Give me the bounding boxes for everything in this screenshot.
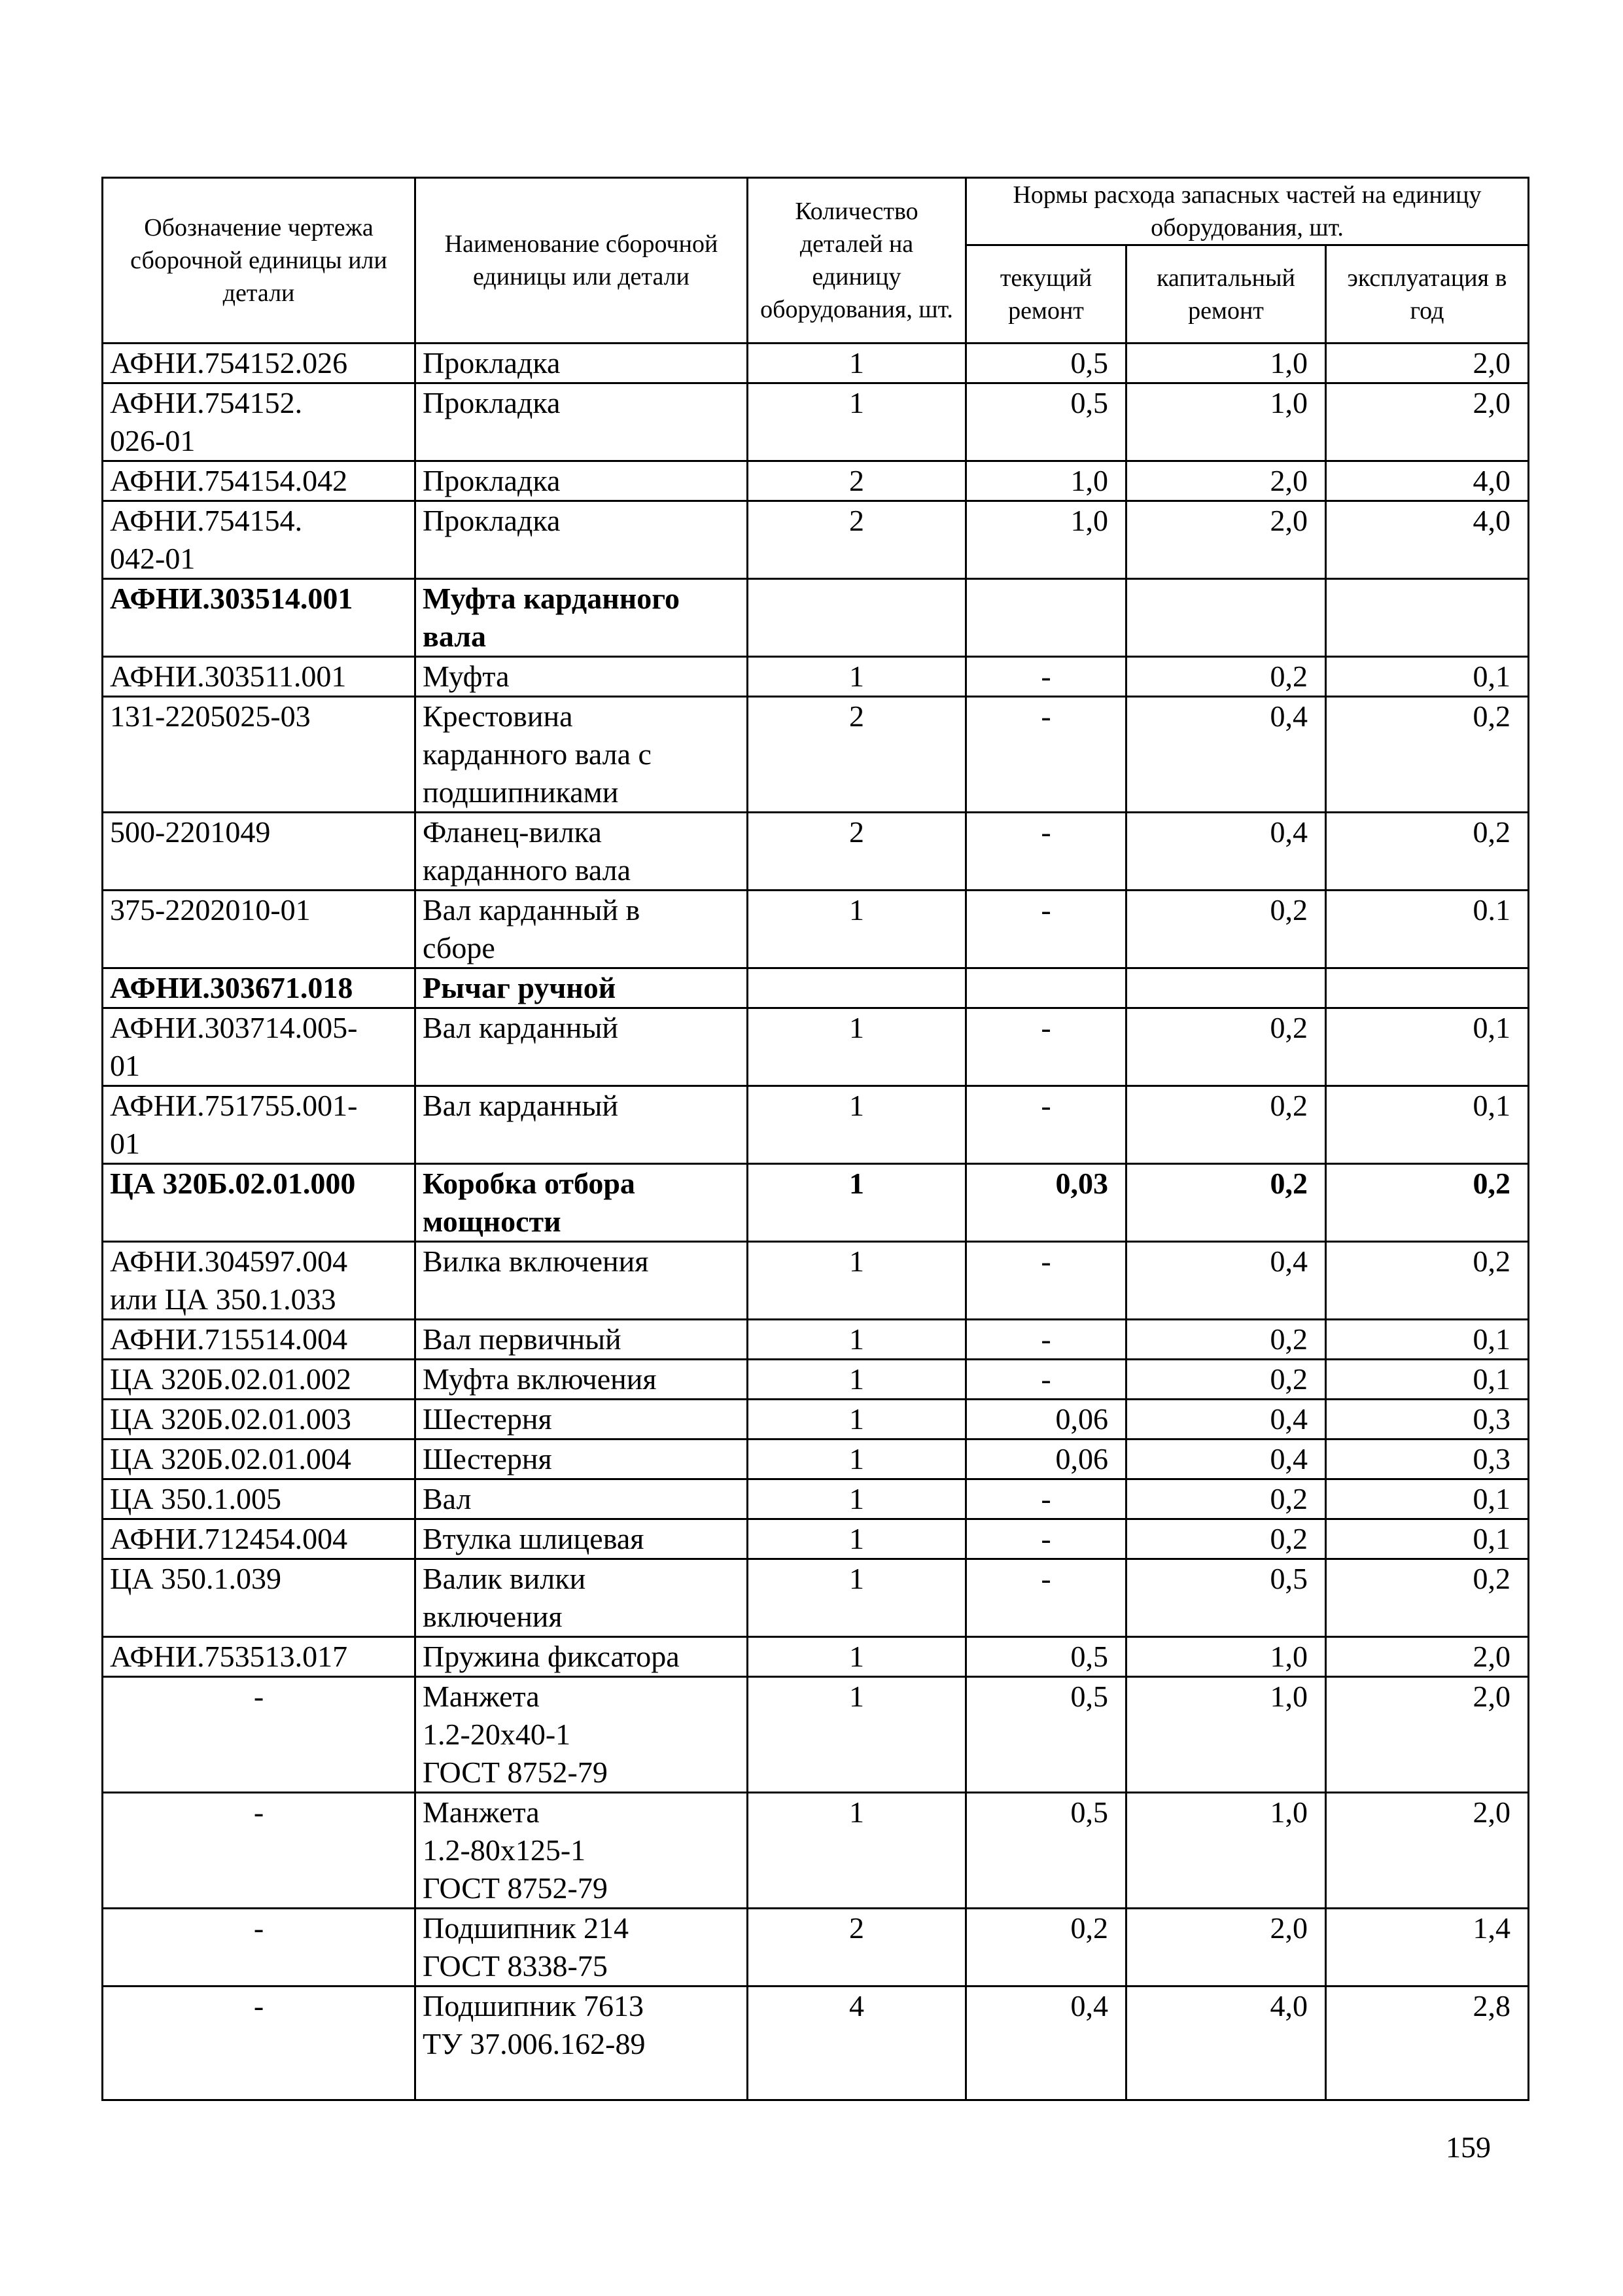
cell-drawing-code: ЦА 320Б.02.01.004 bbox=[103, 1439, 415, 1479]
cell-drawing-code: - bbox=[103, 1793, 415, 1909]
cell-drawing-code: 500-2201049 bbox=[103, 813, 415, 891]
cell-drawing-code: ЦА 320Б.02.01.003 bbox=[103, 1400, 415, 1439]
cell-name: Подшипник 214 ГОСТ 8338-75 bbox=[415, 1909, 748, 1987]
spare-parts-table bbox=[101, 177, 1529, 2101]
cell-quantity: 1 bbox=[748, 1479, 966, 1519]
cell-operation: 0,1 bbox=[1326, 1320, 1529, 1360]
cell-drawing-code: АФНИ.754152. 026-01 bbox=[103, 383, 415, 461]
cell-operation: 0,1 bbox=[1326, 1086, 1529, 1164]
cell-operation: 0,3 bbox=[1326, 1439, 1529, 1479]
cell-capital: 1,0 bbox=[1126, 344, 1326, 383]
table-row bbox=[103, 501, 1529, 579]
cell-quantity bbox=[748, 579, 966, 657]
cell-quantity: 1 bbox=[748, 344, 966, 383]
cell-drawing-code: АФНИ.754152.026 bbox=[103, 344, 415, 383]
cell-drawing-code: ЦА 320Б.02.01.002 bbox=[103, 1360, 415, 1400]
cell-capital: 1,0 bbox=[1126, 1793, 1326, 1909]
cell-capital: 1,0 bbox=[1126, 1677, 1326, 1793]
cell-quantity: 1 bbox=[748, 1793, 966, 1909]
cell-operation: 4,0 bbox=[1326, 461, 1529, 501]
header-operation: эксплуатация в год bbox=[1326, 245, 1529, 344]
table-row bbox=[103, 1008, 1529, 1086]
cell-drawing-code: АФНИ.754154.042 bbox=[103, 461, 415, 501]
cell-name: Крестовина карданного вала с подшипниками bbox=[415, 697, 748, 813]
cell-drawing-code: АФНИ.303671.018 bbox=[103, 968, 415, 1008]
header-capital: капитальный ремонт bbox=[1126, 245, 1326, 344]
cell-name: Муфта карданного вала bbox=[415, 579, 748, 657]
cell-operation: 0,1 bbox=[1326, 1519, 1529, 1559]
cell-current: - bbox=[966, 1008, 1126, 1086]
table-row bbox=[103, 968, 1529, 1008]
cell-quantity: 1 bbox=[748, 891, 966, 968]
cell-current: - bbox=[966, 1242, 1126, 1320]
cell-quantity: 2 bbox=[748, 1909, 966, 1987]
cell-operation: 4,0 bbox=[1326, 501, 1529, 579]
cell-current: 0,5 bbox=[966, 383, 1126, 461]
cell-drawing-code: АФНИ.303714.005- 01 bbox=[103, 1008, 415, 1086]
cell-current bbox=[966, 579, 1126, 657]
table-row bbox=[103, 1439, 1529, 1479]
cell-name: Прокладка bbox=[415, 501, 748, 579]
cell-capital: 0,5 bbox=[1126, 1559, 1326, 1637]
cell-drawing-code: АФНИ.715514.004 bbox=[103, 1320, 415, 1360]
table-row bbox=[103, 1320, 1529, 1360]
header-current: текущий ремонт bbox=[966, 245, 1126, 344]
cell-operation: 1,4 bbox=[1326, 1909, 1529, 1987]
cell-operation: 0.1 bbox=[1326, 891, 1529, 968]
cell-operation: 0,3 bbox=[1326, 1400, 1529, 1439]
cell-operation: 0,2 bbox=[1326, 1242, 1529, 1320]
table-header bbox=[103, 178, 1529, 344]
cell-current: 0,5 bbox=[966, 1793, 1126, 1909]
header-norms: Нормы расхода запасных частей на единицу оборудования, шт. bbox=[966, 178, 1529, 245]
cell-capital bbox=[1126, 968, 1326, 1008]
cell-operation: 0,2 bbox=[1326, 697, 1529, 813]
table-row bbox=[103, 1086, 1529, 1164]
cell-current: - bbox=[966, 1086, 1126, 1164]
cell-drawing-code: - bbox=[103, 1987, 415, 2100]
table-row bbox=[103, 461, 1529, 501]
cell-capital: 0,2 bbox=[1126, 1008, 1326, 1086]
cell-name: Шестерня bbox=[415, 1439, 748, 1479]
cell-drawing-code: 131-2205025-03 bbox=[103, 697, 415, 813]
cell-drawing-code: АФНИ.712454.004 bbox=[103, 1519, 415, 1559]
cell-name: Коробка отбора мощности bbox=[415, 1164, 748, 1242]
cell-capital: 0,2 bbox=[1126, 1519, 1326, 1559]
header-quantity: Количество деталей на единицу оборудования, шт. bbox=[748, 178, 966, 344]
cell-capital: 0,4 bbox=[1126, 1242, 1326, 1320]
cell-capital: 2,0 bbox=[1126, 501, 1326, 579]
cell-capital: 1,0 bbox=[1126, 1637, 1326, 1677]
cell-operation bbox=[1326, 968, 1529, 1008]
cell-drawing-code: - bbox=[103, 1909, 415, 1987]
cell-capital: 0,2 bbox=[1126, 1320, 1326, 1360]
table-row bbox=[103, 1987, 1529, 2100]
cell-quantity: 1 bbox=[748, 1164, 966, 1242]
cell-current: 0,03 bbox=[966, 1164, 1126, 1242]
cell-operation: 0,1 bbox=[1326, 1008, 1529, 1086]
cell-operation: 0,2 bbox=[1326, 1164, 1529, 1242]
table-row bbox=[103, 1164, 1529, 1242]
table-row bbox=[103, 1677, 1529, 1793]
cell-name: Пружина фиксатора bbox=[415, 1637, 748, 1677]
cell-capital: 2,0 bbox=[1126, 1909, 1326, 1987]
cell-name: Манжета 1.2-80х125-1 ГОСТ 8752-79 bbox=[415, 1793, 748, 1909]
cell-current: 0,5 bbox=[966, 1637, 1126, 1677]
cell-current: - bbox=[966, 1479, 1126, 1519]
cell-name: Валик вилки включения bbox=[415, 1559, 748, 1637]
cell-drawing-code: 375-2202010-01 bbox=[103, 891, 415, 968]
cell-name: Муфта включения bbox=[415, 1360, 748, 1400]
cell-drawing-code: АФНИ.303514.001 bbox=[103, 579, 415, 657]
cell-capital: 2,0 bbox=[1126, 461, 1326, 501]
cell-capital: 0,2 bbox=[1126, 1164, 1326, 1242]
cell-operation: 2,0 bbox=[1326, 344, 1529, 383]
cell-quantity: 1 bbox=[748, 1360, 966, 1400]
cell-capital: 0,2 bbox=[1126, 657, 1326, 697]
cell-name: Прокладка bbox=[415, 461, 748, 501]
cell-capital: 0,4 bbox=[1126, 697, 1326, 813]
cell-current: 0,5 bbox=[966, 344, 1126, 383]
cell-current: - bbox=[966, 891, 1126, 968]
table-row bbox=[103, 1909, 1529, 1987]
cell-quantity: 1 bbox=[748, 1320, 966, 1360]
cell-capital: 1,0 bbox=[1126, 383, 1326, 461]
cell-current: 0,4 bbox=[966, 1987, 1126, 2100]
cell-drawing-code: ЦА 350.1.039 bbox=[103, 1559, 415, 1637]
table-row bbox=[103, 891, 1529, 968]
cell-quantity: 2 bbox=[748, 501, 966, 579]
cell-name: Вал карданный bbox=[415, 1086, 748, 1164]
cell-quantity: 1 bbox=[748, 657, 966, 697]
table-row bbox=[103, 1400, 1529, 1439]
header-drawing: Обозначение чертежа сборочной единицы или детали bbox=[103, 178, 415, 344]
cell-current: 1,0 bbox=[966, 461, 1126, 501]
cell-name: Прокладка bbox=[415, 344, 748, 383]
cell-name: Фланец-вилка карданного вала bbox=[415, 813, 748, 891]
cell-operation: 0,1 bbox=[1326, 657, 1529, 697]
cell-current: - bbox=[966, 813, 1126, 891]
cell-current: 0,06 bbox=[966, 1439, 1126, 1479]
cell-drawing-code: АФНИ.304597.004 или ЦА 350.1.033 bbox=[103, 1242, 415, 1320]
cell-name: Втулка шлицевая bbox=[415, 1519, 748, 1559]
cell-current: - bbox=[966, 1360, 1126, 1400]
table-row bbox=[103, 1242, 1529, 1320]
cell-capital: 4,0 bbox=[1126, 1987, 1326, 2100]
cell-drawing-code: ЦА 320Б.02.01.000 bbox=[103, 1164, 415, 1242]
cell-operation: 2,0 bbox=[1326, 383, 1529, 461]
cell-quantity: 2 bbox=[748, 461, 966, 501]
cell-name: Манжета 1.2-20х40-1 ГОСТ 8752-79 bbox=[415, 1677, 748, 1793]
cell-name: Шестерня bbox=[415, 1400, 748, 1439]
cell-current: - bbox=[966, 1559, 1126, 1637]
table-row bbox=[103, 657, 1529, 697]
cell-current: - bbox=[966, 1320, 1126, 1360]
cell-drawing-code: АФНИ.753513.017 bbox=[103, 1637, 415, 1677]
table-row bbox=[103, 1637, 1529, 1677]
table-row bbox=[103, 1360, 1529, 1400]
table-row bbox=[103, 697, 1529, 813]
cell-operation: 0,1 bbox=[1326, 1479, 1529, 1519]
cell-current bbox=[966, 968, 1126, 1008]
cell-name: Вал карданный в сборе bbox=[415, 891, 748, 968]
cell-current: - bbox=[966, 697, 1126, 813]
cell-quantity: 1 bbox=[748, 1559, 966, 1637]
cell-operation bbox=[1326, 579, 1529, 657]
cell-capital: 0,4 bbox=[1126, 813, 1326, 891]
cell-name: Рычаг ручной bbox=[415, 968, 748, 1008]
cell-operation: 2,0 bbox=[1326, 1637, 1529, 1677]
table-row bbox=[103, 1559, 1529, 1637]
cell-name: Вал bbox=[415, 1479, 748, 1519]
cell-quantity: 1 bbox=[748, 383, 966, 461]
cell-current: 0,2 bbox=[966, 1909, 1126, 1987]
cell-quantity: 4 bbox=[748, 1987, 966, 2100]
header-name: Наименование сборочной единицы или детали bbox=[415, 178, 748, 344]
cell-quantity: 1 bbox=[748, 1677, 966, 1793]
cell-quantity: 1 bbox=[748, 1400, 966, 1439]
cell-operation: 2,8 bbox=[1326, 1987, 1529, 2100]
cell-quantity: 2 bbox=[748, 813, 966, 891]
cell-drawing-code: АФНИ.751755.001- 01 bbox=[103, 1086, 415, 1164]
cell-name: Подшипник 7613 ТУ 37.006.162-89 bbox=[415, 1987, 748, 2100]
cell-capital: 0,4 bbox=[1126, 1439, 1326, 1479]
cell-name: Вал первичный bbox=[415, 1320, 748, 1360]
cell-drawing-code: ЦА 350.1.005 bbox=[103, 1479, 415, 1519]
cell-operation: 0,1 bbox=[1326, 1360, 1529, 1400]
cell-quantity: 1 bbox=[748, 1439, 966, 1479]
cell-operation: 2,0 bbox=[1326, 1793, 1529, 1909]
table-row bbox=[103, 1479, 1529, 1519]
cell-capital: 0,2 bbox=[1126, 891, 1326, 968]
cell-capital bbox=[1126, 579, 1326, 657]
cell-current: 1,0 bbox=[966, 501, 1126, 579]
cell-current: - bbox=[966, 1519, 1126, 1559]
cell-capital: 0,2 bbox=[1126, 1479, 1326, 1519]
cell-quantity: 1 bbox=[748, 1086, 966, 1164]
cell-quantity: 1 bbox=[748, 1519, 966, 1559]
table-row bbox=[103, 1519, 1529, 1559]
cell-capital: 0,2 bbox=[1126, 1086, 1326, 1164]
cell-quantity bbox=[748, 968, 966, 1008]
table-row bbox=[103, 579, 1529, 657]
cell-quantity: 1 bbox=[748, 1637, 966, 1677]
cell-operation: 0,2 bbox=[1326, 813, 1529, 891]
cell-current: - bbox=[966, 657, 1126, 697]
cell-operation: 0,2 bbox=[1326, 1559, 1529, 1637]
table-row bbox=[103, 344, 1529, 383]
cell-quantity: 2 bbox=[748, 697, 966, 813]
cell-current: 0,06 bbox=[966, 1400, 1126, 1439]
page-number: 159 bbox=[1446, 2130, 1491, 2164]
table-row bbox=[103, 813, 1529, 891]
cell-capital: 0,2 bbox=[1126, 1360, 1326, 1400]
cell-quantity: 1 bbox=[748, 1008, 966, 1086]
cell-drawing-code: - bbox=[103, 1677, 415, 1793]
cell-drawing-code: АФНИ.303511.001 bbox=[103, 657, 415, 697]
cell-drawing-code: АФНИ.754154. 042-01 bbox=[103, 501, 415, 579]
table-row bbox=[103, 383, 1529, 461]
cell-quantity: 1 bbox=[748, 1242, 966, 1320]
table-body bbox=[103, 344, 1529, 2100]
cell-capital: 0,4 bbox=[1126, 1400, 1326, 1439]
cell-operation: 2,0 bbox=[1326, 1677, 1529, 1793]
cell-name: Муфта bbox=[415, 657, 748, 697]
cell-name: Прокладка bbox=[415, 383, 748, 461]
cell-current: 0,5 bbox=[966, 1677, 1126, 1793]
cell-name: Вилка включения bbox=[415, 1242, 748, 1320]
table-row bbox=[103, 1793, 1529, 1909]
cell-name: Вал карданный bbox=[415, 1008, 748, 1086]
